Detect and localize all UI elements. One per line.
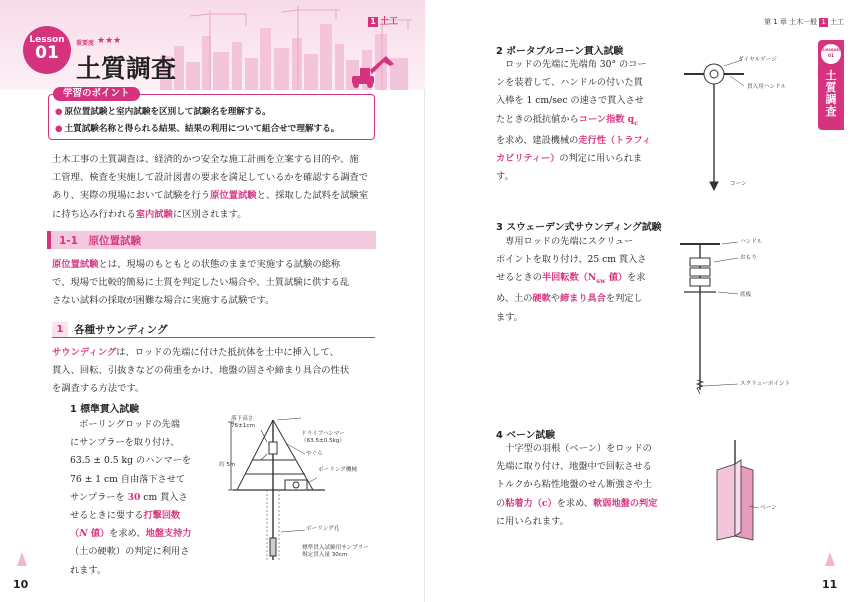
text-run: れます。 <box>70 564 107 576</box>
text-line <box>496 440 686 458</box>
text-run: は、ロッドの先端に付けた抵抗体を土中に挿入して、 <box>116 347 339 358</box>
text-line <box>70 452 210 470</box>
lesson-label: Lesson <box>29 35 65 45</box>
text-run: を求め、 <box>556 497 594 509</box>
handle-label: 貫入用ハンドル <box>747 84 787 90</box>
text-line <box>52 169 378 187</box>
text-run: あり、実際の現場において試験を行う <box>52 190 211 202</box>
text-line <box>496 458 686 476</box>
page-number-left: 10 <box>13 578 29 591</box>
emphasis-text: 地盤支持力 <box>145 528 192 540</box>
text-run: サンプラーを <box>70 491 128 503</box>
emphasis-text: sw <box>596 277 606 286</box>
text-run: に用いられます。 <box>496 515 569 527</box>
vane-label: ベーン <box>760 505 777 511</box>
swedish-body <box>496 233 666 327</box>
swedish-handle-label: ハンドル <box>740 239 763 245</box>
cone-label: コーン <box>730 181 747 187</box>
emphasis-text: カビリティー） <box>496 152 560 164</box>
text-run: ます。 <box>496 311 523 323</box>
text-run: を求め、建設機械の <box>496 134 579 146</box>
lesson-header <box>0 0 425 90</box>
key-point-item <box>55 122 339 134</box>
running-head <box>764 17 844 27</box>
bullet-icon: ● <box>55 107 63 117</box>
text-run: の判定に用いられま <box>559 152 643 164</box>
text-line <box>496 233 666 251</box>
chapter-tag-num: 1 <box>368 17 378 27</box>
text-run: や <box>550 293 560 305</box>
drive-hammer-label: ドライブハンマー <box>301 431 345 437</box>
spt-body <box>70 416 210 580</box>
cone-test-heading: 2 ポータブルコーン貫入試験 <box>496 46 624 57</box>
text-run: 63.5 ± 0.5 kg のハンマーを <box>70 455 192 467</box>
text-run: たときの抵抗値から <box>496 113 579 125</box>
text-run: に持ち込み行われる <box>52 208 136 220</box>
text-line <box>496 290 666 308</box>
text-line <box>52 274 378 292</box>
text-run: で、現場で比較的簡易に土質を判定したい場合や、土質試験に供する乱 <box>52 277 350 289</box>
text-line <box>52 344 378 362</box>
text-run: ンを装着して、ハンドルの付いた貫 <box>496 77 643 89</box>
drop-height-value: 76±1cm <box>231 423 255 429</box>
emphasis-text: N <box>79 528 88 540</box>
section-heading-bar <box>47 231 376 249</box>
text-run: せるときの <box>496 272 542 284</box>
page-title: 土質調査 <box>76 54 177 83</box>
text-run: を調査する方法です。 <box>52 383 145 395</box>
emphasis-text: コーン指数 q <box>578 113 635 125</box>
tab-lesson-label: Lesson <box>822 48 840 53</box>
emphasis-text: 走行性（トラフィ <box>578 134 652 146</box>
text-run: とは、現場のもともとの状態のままで実施する試験の総称 <box>98 259 341 270</box>
text-run: 入棒を 1 cm/sec の速さで貫入させ <box>496 95 644 107</box>
lesson-number: 01 <box>35 43 59 63</box>
text-line <box>70 416 210 434</box>
running-head-label: 土工 <box>830 18 845 26</box>
drive-hammer-value: （63.5±0.5kg） <box>301 438 346 444</box>
text-line <box>52 292 378 310</box>
section-heading: 1-1 原位置試験 <box>59 235 141 247</box>
emphasis-text: 原位置試験 <box>210 190 257 202</box>
text-line <box>496 150 666 168</box>
emphasis-text: 原位置試験 <box>52 259 99 270</box>
vane-heading: 4 ベーン試験 <box>496 430 556 441</box>
emphasis-text: 値） <box>87 528 110 540</box>
text-line <box>496 56 666 74</box>
text-line <box>70 471 210 489</box>
text-run: 専用ロッドの先端にスクリュー <box>496 236 634 247</box>
text-line <box>496 74 666 92</box>
subsection-title: 各種サウンディング <box>74 324 168 336</box>
text-run: 先端に取り付け、地盤中で回転させる <box>496 461 652 473</box>
text-run: ボーリングロッドの先端 <box>70 419 180 430</box>
text-line <box>70 434 210 452</box>
text-line <box>496 495 686 513</box>
text-run: せるときに要する <box>70 510 144 522</box>
page-spine <box>424 0 425 602</box>
boring-machine-label: ボーリング機械 <box>318 467 358 473</box>
section-1-1-body <box>52 256 378 311</box>
running-head-num: 1 <box>819 18 828 27</box>
emphasis-text: 打撃回数 <box>143 510 181 522</box>
intro-paragraph <box>52 151 378 224</box>
key-points-label: 学習のポイント <box>53 87 140 101</box>
dial-gauge-label: ダイヤルゲージ <box>738 57 777 63</box>
text-run: に区別されます。 <box>172 208 247 220</box>
text-line <box>70 543 210 561</box>
subsection-heading <box>52 322 375 338</box>
emphasis-text: （ <box>70 528 80 540</box>
text-line <box>496 132 666 150</box>
sampler-label: 標準貫入試験用サンプラー <box>302 545 369 551</box>
text-run: 工管理、検査を実施して設計図書の要求を満足しているかを確認する調査で <box>52 172 369 184</box>
page-number-right: 11 <box>822 578 838 591</box>
text-run: （土の硬軟）の判定に利用さ <box>70 546 190 558</box>
chapter-tag <box>368 14 398 27</box>
cone-icon <box>17 552 27 566</box>
text-line <box>496 476 686 494</box>
text-line <box>52 187 378 205</box>
text-run: 貫入、回転、引抜きなどの荷重をかけ、地盤の固さや締まり具合の性状 <box>52 365 350 377</box>
importance-label: 重要度 <box>76 40 95 47</box>
text-line <box>496 513 686 531</box>
text-line <box>496 309 666 327</box>
tab-title: 土質調査 <box>825 69 837 118</box>
weight-label: おもり <box>740 255 757 261</box>
emphasis-text: c <box>634 118 639 127</box>
text-line <box>496 269 666 290</box>
text-run: ポイントを取り付け、25 cm 貫入さ <box>496 254 647 266</box>
text-run: と、採取した試料を試験室 <box>256 190 369 202</box>
importance-stars: ★★★ <box>97 36 122 46</box>
key-point-item <box>55 105 271 117</box>
text-line <box>52 256 378 274</box>
emphasis-text: 半回転数（N <box>541 272 597 284</box>
tab-lesson-badge <box>821 44 841 64</box>
screw-point-label: スクリューポイント <box>740 381 791 387</box>
text-line <box>52 362 378 380</box>
text-line <box>496 111 666 132</box>
text-line <box>70 562 210 580</box>
emphasis-text: 室内試験 <box>135 208 173 220</box>
drop-height-label: 落下高さ <box>231 416 254 422</box>
text-line <box>52 380 378 398</box>
emphasis-text: 硬軟 <box>532 293 551 305</box>
text-run: を判定し <box>605 293 643 305</box>
emphasis-text: 軟弱地盤の判定 <box>593 497 658 509</box>
emphasis-text: 値） <box>605 272 628 284</box>
tripod-label: やぐら <box>306 451 323 457</box>
vane-body <box>496 440 686 531</box>
text-run: め、土の <box>496 293 533 305</box>
cone-icon <box>825 552 835 566</box>
chapter-thumb-tab <box>818 40 844 130</box>
text-run: 76 ± 1 cm 自由落下させて <box>70 473 186 485</box>
text-run: 土木工事の土質調査は、経済的かつ安全な施工計画を立案する目的や、施 <box>52 154 359 165</box>
text-run: の <box>496 497 506 509</box>
subsection-number: 1 <box>52 322 68 337</box>
emphasis-text: 30 <box>127 491 141 503</box>
lesson-badge <box>23 26 71 74</box>
text-line <box>52 151 378 169</box>
text-run: さない試料の採取が困難な場合に実施する試験です。 <box>52 295 275 307</box>
cone-test-body <box>496 56 666 186</box>
text-run: cm 貫入さ <box>140 491 188 503</box>
text-line <box>496 92 666 110</box>
emphasis-text: 締まり具合 <box>559 293 606 305</box>
text-line <box>496 168 666 186</box>
text-run: を求め、 <box>109 528 146 540</box>
tab-lesson-num: 01 <box>827 54 835 59</box>
key-point-text: 土質試験名称と得られる結果、結果の利用について組合せで理解する。 <box>64 124 340 134</box>
chapter-tag-label: 土工 <box>380 17 399 27</box>
text-line <box>496 251 666 269</box>
text-line <box>70 489 210 507</box>
text-run: にサンプラーを取り付け、 <box>70 437 180 449</box>
text-run: トルクから粘性地盤のせん断強さや土 <box>496 479 653 491</box>
boring-hole-label: ボーリング孔 <box>306 526 340 532</box>
subsection-1-body <box>52 344 378 399</box>
portable-cone-diagram <box>680 52 770 202</box>
swedish-heading: 3 スウェーデン式サウンディング試験 <box>496 222 662 233</box>
key-point-text: 原位置試験と室内試験を区別して試験名を理解する。 <box>64 107 271 117</box>
text-run: す。 <box>496 171 514 183</box>
vane-diagram <box>705 440 765 550</box>
emphasis-text: サウンディング <box>52 347 117 358</box>
sampler-depth-label: 規定貫入量 30cm <box>302 552 348 558</box>
text-line <box>52 206 378 224</box>
emphasis-text: 粘着力（c） <box>505 497 557 509</box>
text-run: 十字型の羽根（ベーン）をロッドの <box>496 443 652 454</box>
text-line <box>70 507 210 525</box>
text-run: を求 <box>627 272 646 284</box>
height-label: 約 5m <box>219 462 236 468</box>
bullet-icon: ● <box>55 124 63 134</box>
spt-heading: 1 標準貫入試験 <box>70 404 140 415</box>
base-plate-label: 底板 <box>740 292 752 298</box>
text-line <box>70 525 210 543</box>
text-run: ロッドの先端に先端角 30° のコー <box>496 59 647 70</box>
running-head-chapter: 第 1 章 土木一般 <box>764 18 818 26</box>
